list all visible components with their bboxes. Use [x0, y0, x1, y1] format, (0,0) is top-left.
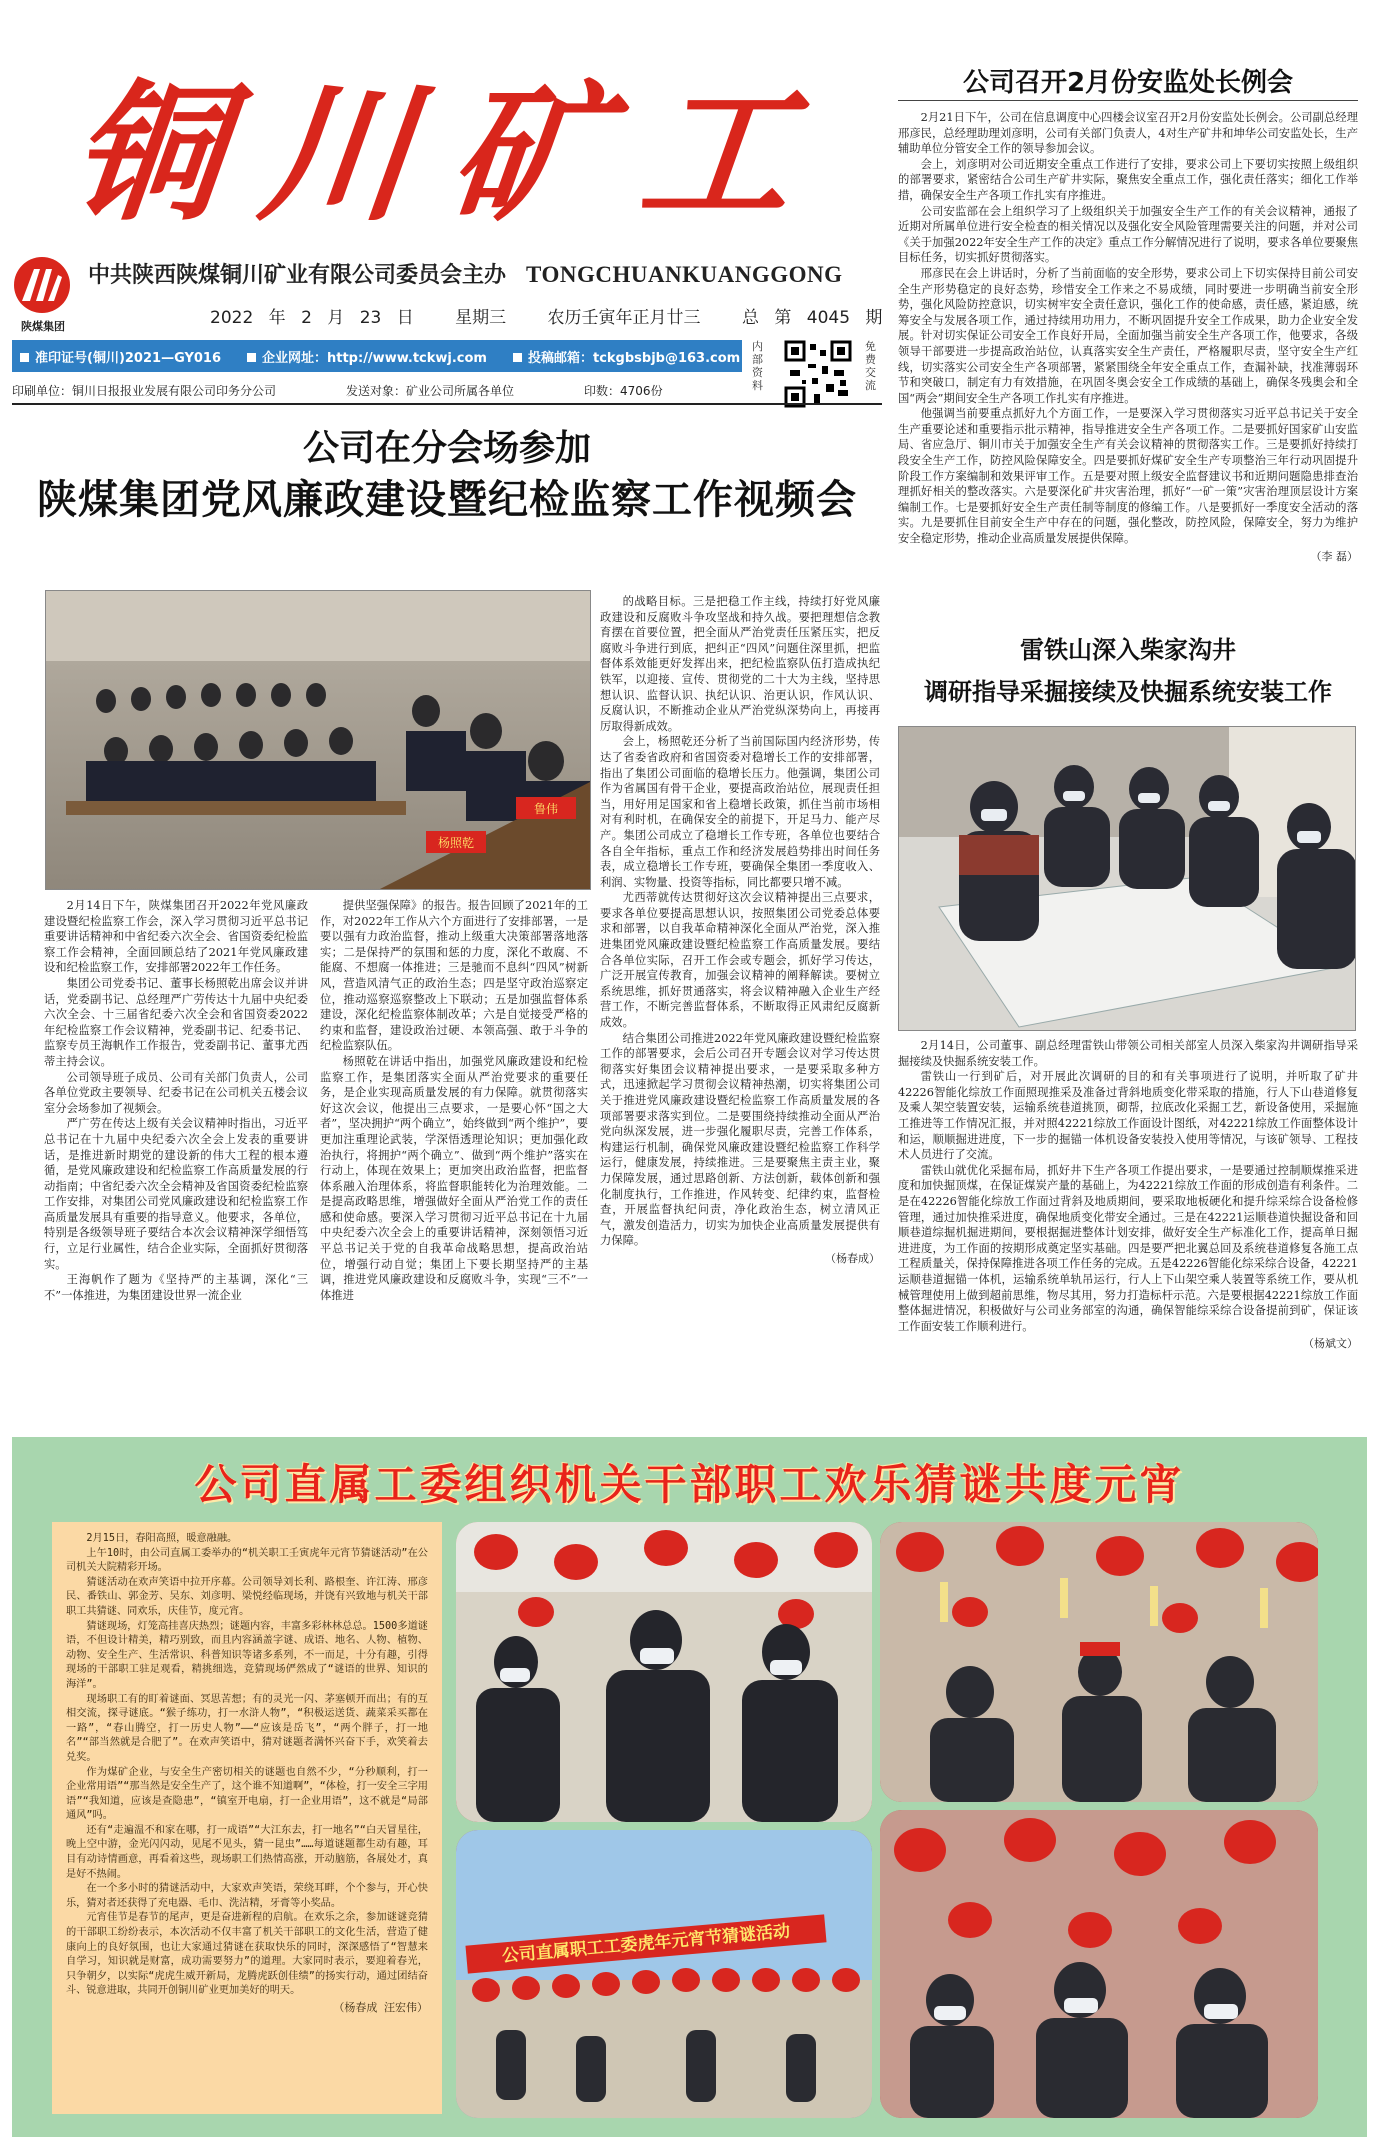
inspection-photo — [898, 726, 1356, 1031]
nameplate-2: 鲁伟 — [533, 802, 559, 816]
meeting-photo — [45, 590, 591, 890]
article-paragraph: 上午10时，由公司直属工委举办的“机关职工壬寅虎年元宵节猜谜活动”在公司机关大院精彩开场。 — [66, 1547, 428, 1574]
lead-article-column-1 — [44, 898, 308, 1428]
printer-info: 印刷单位：铜川日报报业发展有限公司印务分公司 — [12, 384, 277, 398]
copies-info: 印数：4706份 — [584, 384, 663, 398]
article-paragraph: 作为煤矿企业，与安全生产密切相关的谜题也自然不少，“分秒顺利，打一企业常用语”“那当然是安全生产了，这个谁不知道啊”，“体检，打一安全三字用语”“我知道，应该是查隐患”，“镇室开电扇，打一企业用语”，这不就是“局部通风”吗。 — [66, 1766, 428, 1822]
lantern-feature-text — [52, 1522, 442, 2114]
article-paragraph: 2月15日，春阳高照，暖意融融。 — [86, 1533, 238, 1544]
lantern-feature-headline: 公司直属工委组织机关干部职工欢乐猜谜共度元宵 — [194, 1460, 1185, 1509]
print-info-line — [12, 382, 742, 399]
bullet-square-icon — [20, 353, 29, 362]
lead-article-column-3 — [600, 594, 880, 1428]
article-paragraph: 雷铁山就优化采掘布局，抓好井下生产各项工作提出要求，一是要通过控制顺煤推采进度和加快掘顶煤，在保证煤炭产量的基础上，为42221综放工作面的形成创造有利条件。二是在42226智能化综放工作面过背斜及地质期间，要采取地板硬化和提升综采综合设备检修管理，通过加快推采进度，确保地质变化带安全通过。三是在42221运顺巷道快掘设备和回顺巷道综掘机掘进期间，要根据掘进整体计划安排，做好安全生产标准化工作，提高单日掘进进度，为工作面的按期形成奠定坚实基础。四是要严把北翼总回及系统巷道修复各施工点工程质量关，保持保障推进各项工作任务的完成。五是42226智能化综采综合设备，42221运顺巷道掘锚一体机，运输系统单轨吊运行，行人上下山架空乘人装置等系统工作，要从机械管理使用上做到超前思维，物尽其用，努力打造标杆示范。六是要根据42221综放工作面整体掘进情况，积极做好与公司业务部室的沟通，确保智能综采综合设备提前到矿，保证该工作面安装工作顺利进行。 — [898, 1163, 1358, 1333]
issue-lunar-date: 农历壬寅年正月廿三 — [547, 308, 701, 328]
article-paragraph: 严广劳在传达上级有关会议精神时指出，习近平总书记在十九届中央纪委六次全会上发表的重要讲话，是推进新时期党的建设新的伟大工程的根本遵循，是党风廉政建设和纪检监察工作高质量发展的行动指南；中省纪委六次全会精神及省国资委纪检监察工作安排，对集团公司党风廉政建设和纪检监察工作高质量发展具有重要的指导意义。他要求，各单位，特别是各级领导班子要结合本次会议精神深学细悟笃行，立足行业属性，结合企业实际，全面抓好贯彻落实。 — [44, 1117, 308, 1271]
article-paragraph: 王海帆作了题为《坚持严的主基调，深化“三不”一体推进，为集团建设世界一流企业 — [44, 1273, 308, 1302]
organizer-line — [88, 258, 843, 289]
masthead-divider — [12, 403, 882, 405]
qr-code-icon[interactable] — [778, 340, 858, 408]
lantern-photo-banner — [456, 1830, 872, 2118]
email-link[interactable]: 投稿邮箱：tckgbsbjb@163.com — [527, 350, 741, 366]
permit-text: 准印证号(铜川)2021—GY016 — [35, 350, 221, 366]
article-paragraph: 在一个多小时的猜谜活动中，大家欢声笑语，荣绕耳畔，个个参与，开心快乐，猜对者还获得了充电器、毛巾、洗洁精，牙膏等小奖品。 — [66, 1883, 428, 1909]
article-paragraph: 元宵佳节是春节的尾声，更是奋进新程的启航。在欢乐之余，参加谜谜竞猜的干部职工纷纷表示，本次活动不仅丰富了机关干部职工的文化生活，营造了健康向上的良好氛围，也让大家通过猜谜在获取快乐的同时，深深感悟了“智慧来自学习，知识就是财富，成功需要努力”的道理。大家同时表示，要迎着春光，只争朝夕，以实际“虎虎生威开新局，龙腾虎跃创佳绩”的扬实行动，通过团结奋斗、锐意进取，共同开创铜川矿业更加美好的明天。 — [66, 1912, 428, 1997]
issue-date: 2022 年 2 月 23 日 — [210, 308, 414, 328]
bullet-square-icon — [513, 353, 522, 362]
lantern-feature-byline: （杨春成 汪宏伟） — [333, 2001, 428, 2014]
article-paragraph: 现场职工有的盯着谜面、冥思苦想；有的灵光一闪、茅塞顿开而出；有的互相交流，探寻谜底。“猴子练功，打一水浒人物”，“积极运送货、蔬菜采买都在一路”，“春山腾空，打一历史人物”——“应该是岳飞”，“两个胖子，打一地名”“部当然就是合肥了”。在欢声笑语中，猜对谜题者满怀兴奋下手，欢笑着去兑奖。 — [66, 1693, 428, 1763]
article-paragraph: 雷铁山一行到矿后，对开展此次调研的目的和有关事项进行了说明，并听取了矿井42226智能化综放工作面照现推采及准备过背斜地质变化带采取的措施，行人下山巷道修复及乘人架空装置安装，运输系统巷道挑顶，砌帮，拉底改化采掘工艺，新设备使用，采掘施工推进等工作情况汇报，并对照42221综放工作面设计图纸，对42221综放工作面整体设计和运，顺顺掘进进度，下一步的掘锚一体机设备安装投入使用等情况，与该矿领导、工程技术人员进行了交流。 — [898, 1070, 1358, 1162]
safety-meeting-headline: 公司召开2月份安监处长例会 — [962, 68, 1294, 98]
article-paragraph: 猜谜现场，灯笼高挂喜庆热烈；谜题内容，丰富多彩林林总总。1500多道谜语，不但设计精美，精巧别致，而且内容涵盖字谜、成语、地名、人物、植物、动物、安全生产、生活常识、科普知识等诸多系列，不一而足，十分有趣，引得现场的干部职工驻足观看，精挑细选，竞猜现场俨然成了“谜语的世界、知识的海洋”。 — [66, 1620, 428, 1690]
inspection-byline: （杨斌文） — [1303, 1337, 1358, 1351]
article-paragraph: 公司领导班子成员、公司有关部门负责人，公司各单位党政主要领导、纪委书记在公司机关五楼会议室分会场参加了视频会。 — [44, 1070, 308, 1115]
activity-banner: 公司直属职工工委虎年元宵节猜谜活动 — [465, 1914, 826, 1973]
lead-article-headline: 陕煤集团党风廉政建设暨纪检监察工作视频会 — [37, 477, 857, 523]
permit-item — [20, 347, 221, 366]
inspection-headline-line1: 雷铁山深入柴家沟井 — [1020, 636, 1236, 664]
bullet-square-icon — [247, 353, 256, 362]
safety-meeting-byline: （李 磊） — [1310, 549, 1358, 563]
newspaper-masthead-title: 铜川矿工 — [62, 68, 842, 242]
internal-material-label: 内部资料 — [752, 340, 763, 392]
issue-date-line — [210, 303, 908, 328]
lead-article-kicker: 公司在分会场参加 — [302, 428, 591, 469]
info-bar — [12, 340, 742, 372]
lead-article-column-2 — [320, 898, 588, 1428]
organizer-name: 中共陕西陕煤铜川矿业有限公司委员会主办 — [88, 263, 507, 288]
article-paragraph: 集团公司党委书记、董事长杨照乾出席会议并讲话，党委副书记、总经理严广劳传达十九届中央纪委六次全会、十三届省纪委六次全会和省国资委2022年纪检监察工作会议精神，党委副书记、纪委书记、监察专员王海帆作工作报告，党委副书记、董事尤西蒂主持会议。 — [44, 976, 308, 1068]
issue-number: 总 第 4045 期 — [741, 308, 883, 328]
article-paragraph: 的战略目标。三是把稳工作主线，持续打好党风廉政建设和反腐败斗争攻坚战和持久战。要把理想信念教育摆在首要位置，把全面从严治党责任压紧压实，把反腐败斗争进行到底，把纠正“四风”问题住深里抓，把监督体系效能更好发挥出来，把纪检监察队伍打造成执纪铁军，以迎接、宣传、贯彻党的二十大为主线，坚持思想认识、监督认识、执纪认识、治更认识，作风认识、反腐认识，不断推动企业从严治党纵深势向上，再接再厉取得新成效。 — [600, 595, 880, 733]
article-paragraph: 尤西蒂就传达贯彻好这次会议精神提出三点要求，要求各单位要提高思想认识，按照集团公司党委总体要求和部署，以自我革命精神深化全面从严治党，深入推进集团党风廉政建设暨纪检监察工作高质量发展。要结合各单位实际，召开工作会或专题会，抓好学习传达，广泛开展宣传教育，加强会议精神的阐释解读。要树立系统思维，抓好贯通落实，将会议精神融入企业生产经营工作，不断完善监督体系，不断取得正风肃纪反腐新成效。 — [600, 891, 880, 1030]
safety-meeting-body — [898, 110, 1358, 620]
website-item[interactable] — [247, 347, 487, 366]
article-paragraph: 2月21日下午，公司在信息调度中心四楼会议室召开2月份安监处长例会。公司副总经理邢彦民，总经理助理刘彦明，公司有关部门负责人，4对生产矿井和坤华公司安监处长，生产辅助单位分管安全工作的领导参加会议。 — [898, 111, 1358, 156]
article-paragraph: 2月14日下午，陕煤集团召开2022年党风廉政建设暨纪检监察工作会，深入学习贯彻习近平总书记重要讲话精神和中省纪委六次全会、省国资委纪检监察工作会精神，全面回顾总结了2021年党风廉政建设和纪检监察工作，安排部署2022年工作任务。 — [44, 899, 308, 975]
article-paragraph: 提供坚强保障》的报告。报告回顾了2021年的工作，对2022年工作从六个方面进行了安排部署，一是要以强有力政治监督，推动上级重大决策部署落地落实；二是保持严的氛围和惩的力度，深化不敢腐、不能腐、不想腐一体推进；三是驰而不息纠“四风”树新风，营造风清气正的政治生态；四是坚守政治巡察定位，推动巡察巡察整改上下联动；五是加强监督体系建设，深化纪检监察体制改革；六是自觉接受严格的约束和监督，建设政治过硬、本领高强、敢于斗争的纪检监察队伍。 — [320, 899, 588, 1053]
masthead-pinyin: TONGCHUANKUANGGONG — [526, 262, 843, 287]
article-paragraph: 会上，刘彦明对公司近期安全重点工作进行了安排，要求公司上下要切实按照上级组织的部署要求，紧密结合公司生产矿井实际，聚焦安全重点工作，强化责任落实；细化工作举措，确保安全生产各项工作扎实有序推进。 — [898, 157, 1358, 202]
lantern-photo-leaders — [456, 1522, 872, 1822]
group-logo-name: 陕煤集团 — [21, 320, 65, 333]
article-paragraph: 还有“走遍温不和家在哪，打一成语”“大江东去，打一地名”“白天冒星往，晚上空中游，金光闪闪动，见尾不见头，猜一昆虫”……每道谜题都生动有趣，耳目有动诗情画意，再看着这些，现场职工们热情高涨，开动脑筋，各展处才，真是好不热闹。 — [66, 1824, 428, 1880]
article-paragraph: 邢彦民在会上讲话时，分析了当前面临的安全形势，要求公司上下切实保持目前公司安全生产形势稳定的良好态势，珍惜安全工作来之不易成绩，同时要进一步明确当前安全形势，强化风险防控意识，切实树牢安全责任意识，强化工作的使命感，责任感，紧迫感，统筹安全与发展各项工作，通过持续用功用力，不断巩固提升安全工作成果，助力企业安全发展。针对切实保证公司安全工作良好开局，全面加强当前安全生产各项工作，他要求，各级领导干部要进一步提高政治站位，认真落实安全生产责任，严格履职尽责，坚守安全生产红线，切实落实公司安全生产各项部署，紧紧围绕全年安全重点工作，查漏补缺，找准薄弱环节和突破口，制定有力有效措施，在巩固冬奥会安全工作成绩的基础上，确保冬残奥会和全国“两会”期间安全生产各项工作扎实有序推进。 — [898, 266, 1358, 405]
circulation-info: 发送对象：矿业公司所属各单位 — [346, 384, 515, 398]
website-link[interactable]: 企业网址：http://www.tckwj.com — [262, 350, 487, 366]
issue-weekday: 星期三 — [455, 308, 507, 328]
article-paragraph: 公司安监部在会上组织学习了上级组织关于加强安全生产工作的有关会议精神，通报了近期对所属单位进行安全检查的相关情况以及强化安全风险管理需要关注的问题，并对公司《关于加强2022年安全生产工作的决定》重点工作分解情况进行了说明，要求各单位要聚焦目标任务，切实抓好贯彻落实。 — [898, 204, 1358, 265]
lead-article-byline: （杨春成） — [825, 1251, 880, 1265]
headline-divider — [898, 100, 1358, 101]
email-item[interactable] — [513, 347, 740, 366]
nameplate-1: 杨照乾 — [437, 836, 475, 850]
inspection-headline-line2: 调研指导采掘接续及快掘系统安装工作 — [924, 678, 1332, 706]
article-paragraph: 会上，杨照乾还分析了当前国际国内经济形势，传达了省委省政府和省国资委对稳增长工作的安排部署，指出了集团公司面临的稳增长压力。他强调，集团公司作为省属国有骨干企业，要提高政治站位，展现责任担当，用好用足国家和省上稳增长政策，抓住当前市场相对有利时机，在确保安全的前提下，开足马力、能产尽产。集团公司成立了稳增长工作专班，各单位也要结合各自全年指标，重点工作和经济发展趋势排出时间任务表，成立稳增长工作专班，要确保全集团一季度收入、利润、实物量、投资等指标，同比都要只增不减。 — [600, 735, 880, 889]
inspection-body — [898, 1038, 1358, 1430]
article-paragraph: 他强调当前要重点抓好九个方面工作，一是要深入学习贯彻落实习近平总书记关于安全生产重要论述和重要指示批示精神，指导推进安全生产各项工作。二是要抓好国家矿山安监局、省应急厅、铜川市关于加强安全生产有关会议精神的贯彻落实工作。三是要抓好持续打段安全生产工作，防控风险保障安全。四是要抓好煤矿安全生产专项整治三年行动巩固提升阶段工作方案编制和效果评审工作。五是要对照上级安全监督建议书和近期问题隐患排查治理抓好相关的整改落实。六是要深化矿井灾害治理，抓好“一矿一策”灾害治理顶层设计方案编制工作。七是要抓好安全生产责任制等制度的修编工作。八是要抓好一季度安全活动的落实。九是要抓住目前安全生产中存在的问题，强化整改，防控风险，保障安全，努力为维护安全稳定形势，推动企业高质量发展提供保障。 — [898, 407, 1358, 546]
free-exchange-label: 免费交流 — [865, 340, 876, 392]
lantern-photo-crowd — [880, 1810, 1318, 2118]
article-paragraph: 结合集团公司推进2022年党风廉政建设暨纪检监察工作的部署要求，会后公司召开专题会议对学习传达贯彻落实好集团会议精神提出要求，一是要采取多种方式，迅速掀起学习贯彻会议精神热潮，切实将集团公司关于推进党风廉政建设暨纪检监察工作高质量发展的各项部署要求落实到位。二是要围绕持续推动全面从严治党向纵深发展，进一步强化履职尽责，完善工作体系，构建运行机制，确保党风廉政建设暨纪检监察工作科学运行，健康发展，持续推进。三是要聚焦主责主业，聚力保障发展，通过思路创新、方法创新，载体创新和强化制度执行，工作推进，作风转变、纪律约束，监督检查，开展监督执纪问责，净化政治生态，树立清风正气，激发创造活力，切实为加快企业高质量发展提供有力保障。 — [600, 1031, 880, 1248]
lantern-photo-guessing — [880, 1522, 1318, 1802]
article-paragraph: 2月14日，公司董事、副总经理雷铁山带领公司相关部室人员深入柴家沟井调研指导采掘接续及快掘系统安装工作。 — [898, 1039, 1358, 1068]
group-logo-icon — [12, 255, 72, 317]
article-paragraph: 猜谜活动在欢声笑语中拉开序幕。公司领导刘长利、路根奎、许江涛、邢彦民、番铁山、郭金芳、吴东、刘彦明、梁悦经临现场，并饶有兴致地与机关干部职工共猜谜、同欢乐，庆佳节，度元宵。 — [66, 1576, 428, 1617]
article-paragraph: 杨照乾在讲话中指出，加强党风廉政建设和纪检监察工作，是集团落实全面从严治党要求的重要任务，是企业实现高质量发展的有力保障。就贯彻落实好这次会议，他提出三点要求，一是要心怀“国之大者”，坚决拥护“两个确立”，始终做到“两个维护”，要更加注重理论武装，学深悟透理论知识；更加强化政治执行，将拥护“两个确立”、做到“两个维护”落实在行动上，体现在效果上；更加突出政治监督，把监督体系融入治理体系，将监督职能转化为治理效能。二是提高政略思维，增强做好全面从严治党工作的责任感和使命感。要深入学习贯彻习近平总书记在十九届中央纪委六次全会上的重要讲话精神，深刻领悟习近平总书记关于党的自我革命战略思想，提高政治站位，增强行动自觉；集团上下要长期坚持严的主基调，推进党风廉政建设和反腐败斗争，实现“三不”一体推进 — [320, 1054, 588, 1302]
